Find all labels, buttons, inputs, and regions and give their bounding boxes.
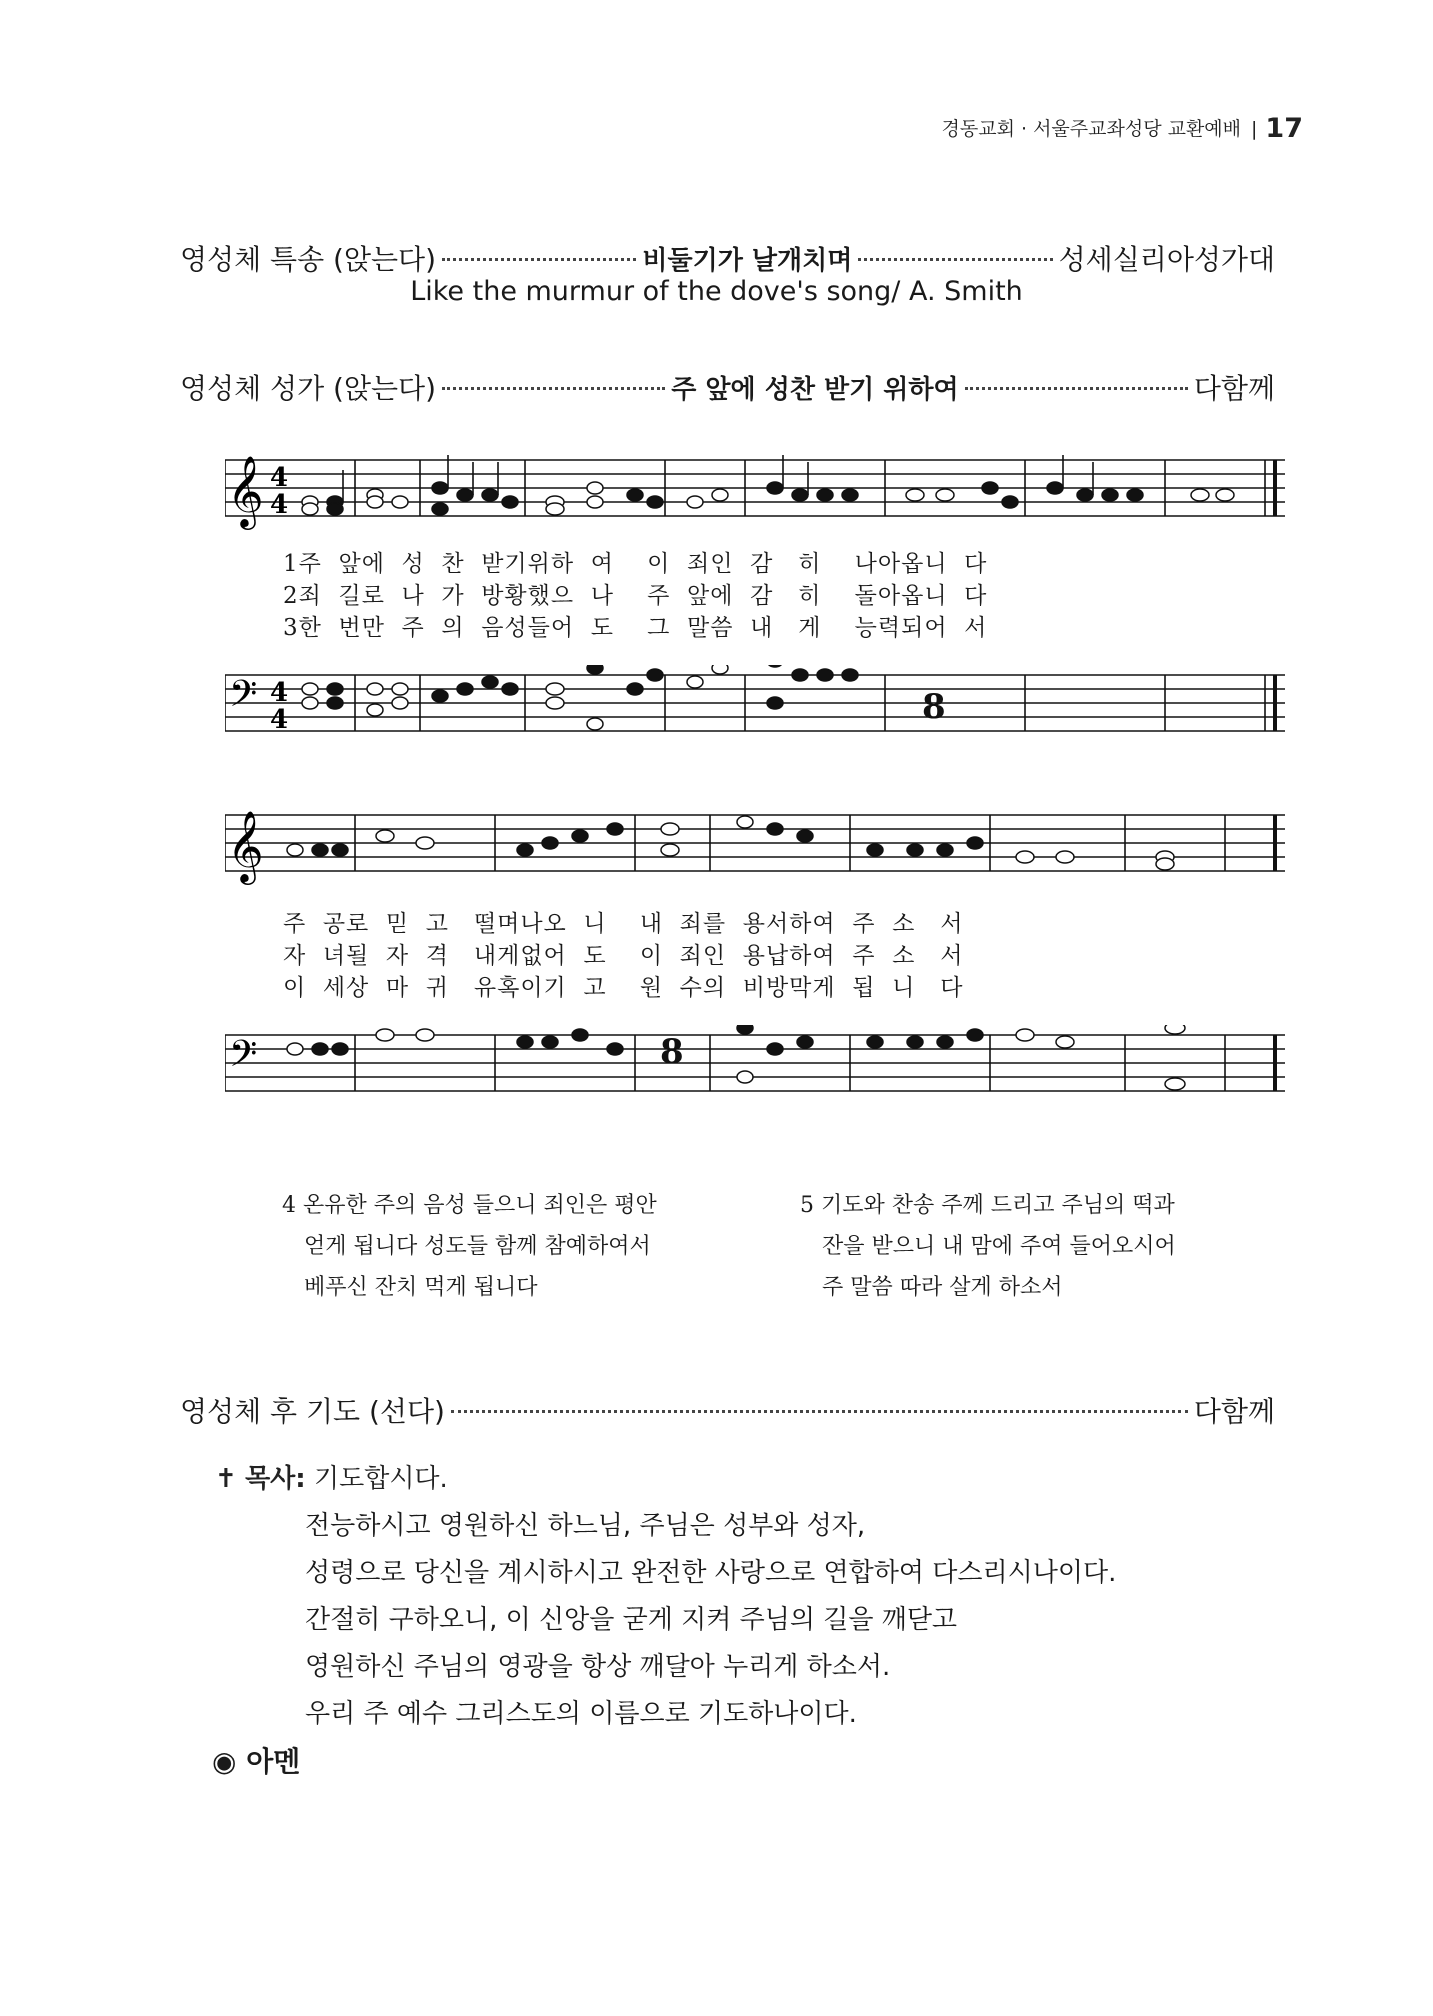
- verse-4-line-2: 얻게 됩니다 성도들 함께 참예하여서: [304, 1234, 651, 1259]
- lyrics-line-2-2: 자 녀될 자 격 내게없어 도 이 죄인 용납하여 주 소 서: [283, 943, 964, 969]
- time-signature-top: 4: [270, 463, 289, 493]
- time-signature-bottom: 4: [270, 490, 289, 520]
- dot-leader: [451, 1410, 1188, 1413]
- special-song-row: [180, 238, 1275, 278]
- hymn-label: 영성체 성가 (앉는다): [180, 372, 437, 405]
- verse-5-line-3: 주 말씀 따라 살게 하소서: [822, 1275, 1063, 1300]
- post-communion-row: [180, 1390, 1275, 1430]
- svg-text:8: 8: [922, 687, 946, 727]
- lyrics-line-2-3: 이 세상 마 귀 유혹이기 고 원 수의 비방막게 됩 니 다: [283, 975, 964, 1001]
- lyrics-line-2-1: 주 공로 믿 고 떨며나오 니 내 죄를 용서하여 주 소 서: [283, 911, 964, 937]
- dot-leader: [858, 258, 1052, 261]
- special-song-performer: 성세실리아성가대: [1058, 243, 1276, 276]
- time-signature-top: 4: [270, 678, 289, 708]
- svg-text:8: 8: [660, 1032, 684, 1072]
- verse-4-line-3: 베푸신 잔치 먹게 됩니다: [304, 1275, 538, 1300]
- treble-staff-2: [225, 805, 1285, 905]
- church-name: 경동교회 · 서울주교좌성당 교환예배: [941, 118, 1242, 140]
- prayer-line-3: 간절히 구하오니, 이 신앙을 굳게 지켜 주님의 길을 깨닫고: [305, 1605, 958, 1635]
- verse-4-line-1: 4 온유한 주의 음성 들으니 죄인은 평안: [282, 1193, 657, 1218]
- amen-text: 아멘: [246, 1745, 301, 1778]
- treble-clef-icon: 𝄞: [227, 809, 264, 882]
- amen-response: [212, 1740, 300, 1780]
- treble-staff-1: [225, 450, 1285, 550]
- special-song-subtitle: Like the murmur of the dove's song/ A. Smith: [410, 276, 1023, 307]
- verse-4: [282, 1185, 657, 1308]
- speaker-label: 목사:: [245, 1464, 306, 1494]
- prayer-line-1: 전능하시고 영원하신 하느님, 주님은 성부와 성자,: [305, 1511, 866, 1541]
- verse-5-line-2: 잔을 받으니 내 맘에 주여 들어오시어: [822, 1234, 1176, 1259]
- dot-leader: [965, 387, 1188, 390]
- page-number: 17: [1265, 113, 1303, 144]
- dot-leader: [442, 258, 636, 261]
- verse-5: [800, 1185, 1176, 1308]
- hymn-row: [180, 367, 1275, 407]
- verse-5-line-1: 5 기도와 찬송 주께 드리고 주님의 떡과: [800, 1193, 1175, 1218]
- notes-treble-1: [302, 482, 1234, 515]
- prayer-line-4: 영원하신 주님의 영광을 항상 깨달아 누리게 하소서.: [305, 1652, 891, 1682]
- lyrics-line-1-2: 2죄 길로 나 가 방황했으 나 주 앞에 감 히 돌아옵니 다: [283, 583, 988, 609]
- bass-staff-2: [225, 1025, 1285, 1115]
- prayer-line-2: 성령으로 당신을 계시하시고 완전한 사랑으로 연합하여 다스리시나이다.: [305, 1558, 1117, 1588]
- dot-leader: [442, 387, 665, 390]
- cross-icon: ✝: [215, 1464, 237, 1494]
- post-communion-label: 영성체 후 기도 (선다): [180, 1395, 445, 1428]
- bass-clef-icon: 𝄢: [229, 1033, 258, 1084]
- bass-staff-1: [225, 665, 1285, 755]
- special-song-title: 비둘기가 날개치며: [642, 246, 853, 276]
- hymn-title: 주 앞에 성찬 받기 위하여: [671, 375, 959, 405]
- bass-clef-icon: 𝄢: [229, 673, 258, 724]
- prayer-opening: [215, 1458, 448, 1495]
- post-communion-performer: 다함께: [1193, 1395, 1275, 1428]
- lyrics-line-1-3: 3한 번만 주 의 음성들어 도 그 말씀 내 게 능력되어 서: [283, 615, 988, 641]
- lyrics-line-1-1: 1주 앞에 성 찬 받기위하 여 이 죄인 감 히 나아옵니 다: [283, 551, 988, 577]
- time-signature-bottom: 4: [270, 705, 289, 735]
- prayer-opening-text: 기도합시다.: [313, 1464, 448, 1494]
- treble-clef-icon: 𝄞: [227, 454, 264, 527]
- response-icon: ◉: [212, 1745, 237, 1778]
- prayer-line-5: 우리 주 예수 그리스도의 이름으로 기도하나이다.: [305, 1699, 857, 1729]
- special-song-label: 영성체 특송 (앉는다): [180, 243, 437, 276]
- page-header: 경동교회 · 서울주교좌성당 교환예배 | 17: [941, 113, 1303, 144]
- hymn-performer: 다함께: [1193, 372, 1276, 405]
